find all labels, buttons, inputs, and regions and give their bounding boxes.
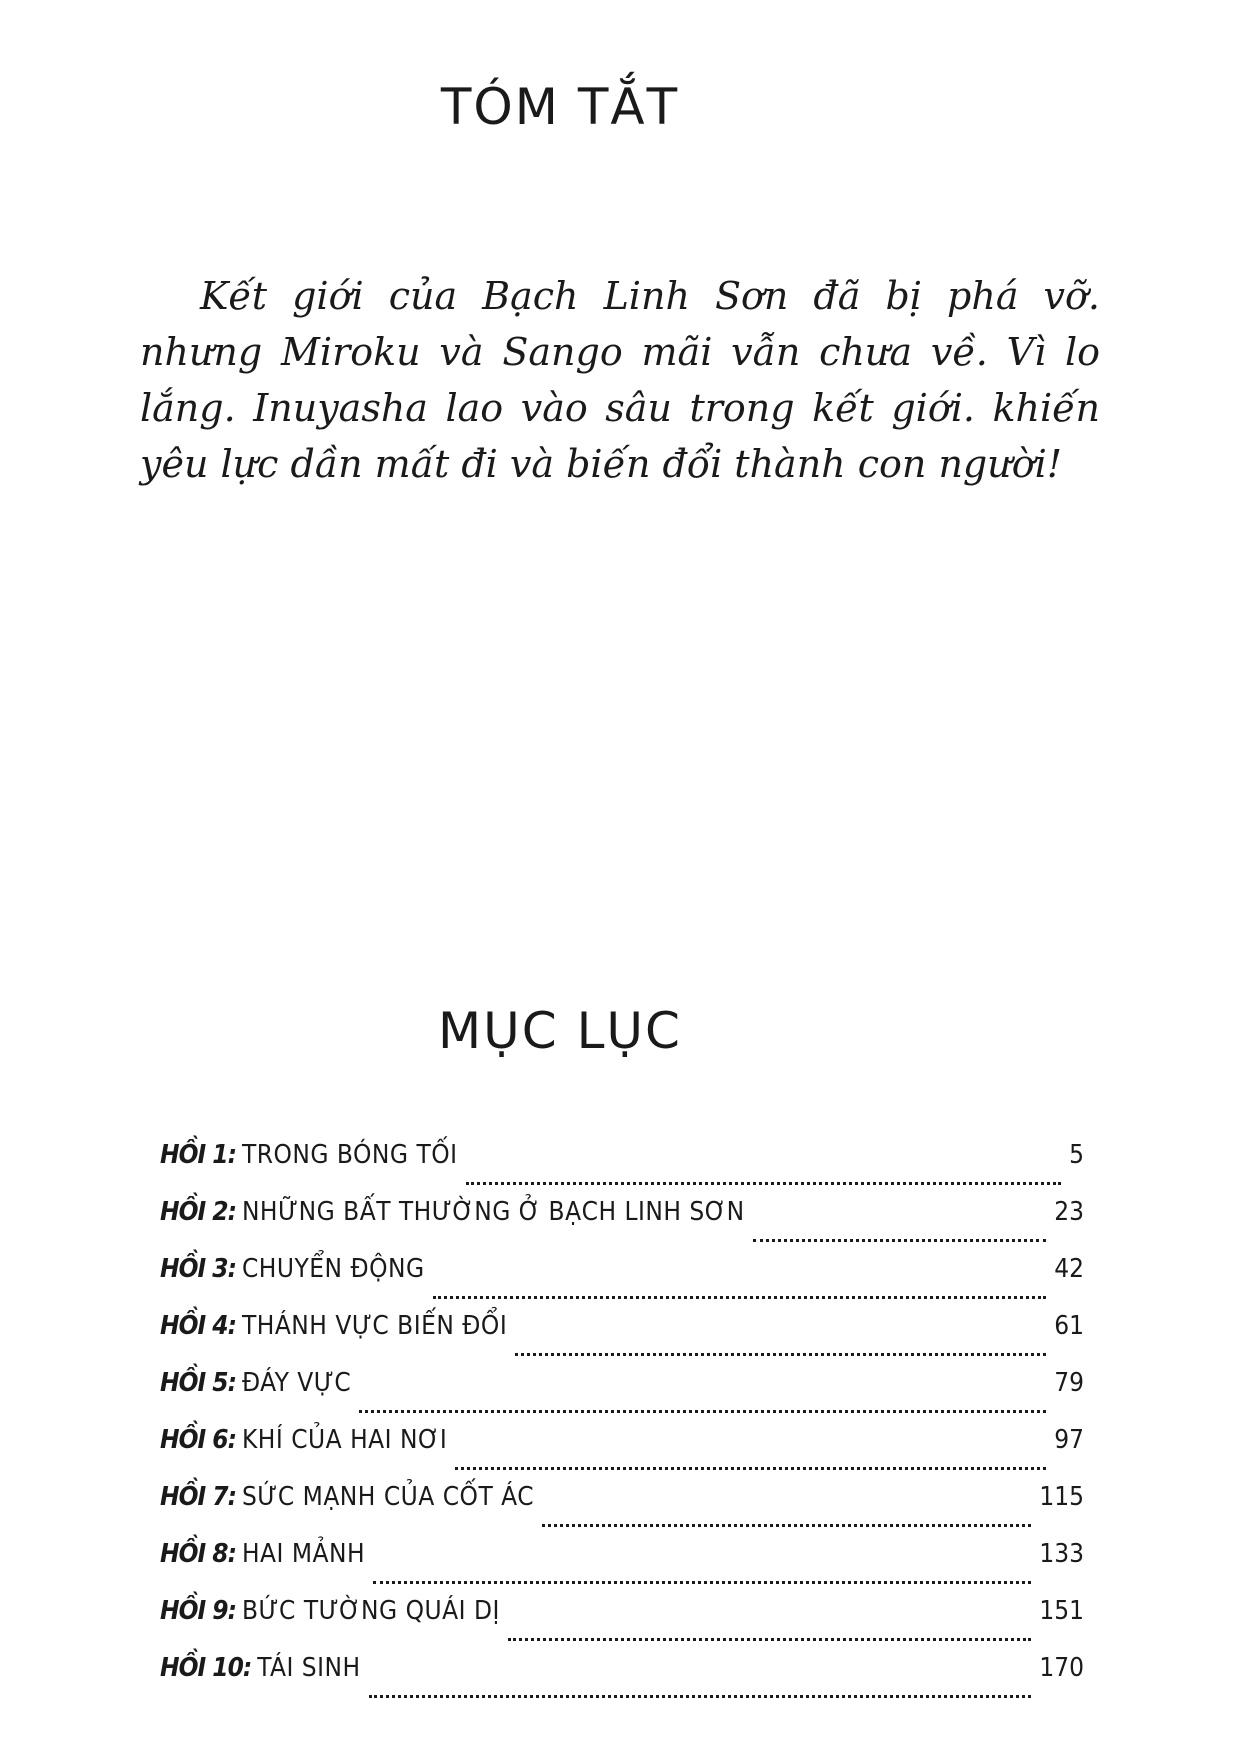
toc-dot-leader <box>542 1524 1031 1527</box>
toc-entry[interactable] <box>160 1254 1084 1311</box>
toc-entry-page: 133 <box>1039 1539 1084 1569</box>
toc-entry[interactable] <box>160 1539 1084 1596</box>
toc-dot-leader <box>515 1353 1046 1356</box>
toc-entry[interactable] <box>160 1653 1084 1710</box>
toc-title: MỤC LỤC <box>438 1002 682 1060</box>
toc-dot-leader <box>433 1296 1047 1299</box>
toc-entry-label: HỒI 3: <box>160 1254 236 1284</box>
toc-entry-page: 97 <box>1054 1425 1084 1455</box>
toc-dot-leader <box>369 1695 1032 1698</box>
summary-text: Kết giới của Bạch Linh Sơn đã bị phá vỡ. nhưng Miroku và Sango mãi vẫn chưa về. Vì lo lắng. Inuyasha lao vào sâu trong kết giới. khiến yêu lực dần mất đi và biến đổi thành con người! <box>140 274 1100 486</box>
toc-entry[interactable] <box>160 1368 1084 1425</box>
table-of-contents <box>160 1140 1084 1710</box>
toc-entry-name: TÁI SINH <box>257 1653 361 1683</box>
toc-entry-name: CHUYỂN ĐỘNG <box>241 1254 425 1284</box>
toc-entry-label: HỒI 4: <box>160 1311 236 1341</box>
toc-entry-name: BỨC TƯỜNG QUÁI DỊ <box>241 1596 500 1626</box>
toc-entry-label: HỒI 1: <box>160 1140 236 1170</box>
toc-entry-name: NHỮNG BẤT THƯỜNG Ở BẠCH LINH SƠN <box>241 1197 745 1227</box>
toc-dot-leader <box>508 1638 1032 1641</box>
toc-entry[interactable] <box>160 1482 1084 1539</box>
toc-entry-page: 61 <box>1054 1311 1084 1341</box>
toc-entry-page: 170 <box>1039 1653 1084 1683</box>
toc-entry-name: HAI MẢNH <box>241 1539 366 1569</box>
toc-entry[interactable] <box>160 1596 1084 1653</box>
toc-entry-page: 151 <box>1039 1596 1084 1626</box>
toc-entry-label: HỒI 6: <box>160 1425 236 1455</box>
toc-dot-leader <box>753 1239 1047 1242</box>
toc-entry-label: HỒI 5: <box>160 1368 236 1398</box>
toc-entry-name: THÁNH VỰC BIẾN ĐỔI <box>241 1311 508 1341</box>
toc-entry-label: HỒI 7: <box>160 1482 236 1512</box>
toc-entry-name: ĐÁY VỰC <box>241 1368 352 1398</box>
toc-entry-page: 79 <box>1054 1368 1084 1398</box>
toc-dot-leader <box>359 1410 1046 1413</box>
toc-entry-page: 23 <box>1054 1197 1084 1227</box>
toc-dot-leader <box>373 1581 1031 1584</box>
toc-dot-leader <box>466 1182 1062 1185</box>
summary-title: TÓM TẮT <box>440 78 680 136</box>
toc-entry[interactable] <box>160 1197 1084 1254</box>
toc-entry-page: 5 <box>1069 1140 1084 1170</box>
toc-entry-label: HỒI 8: <box>160 1539 236 1569</box>
toc-entry-name: TRONG BÓNG TỐI <box>241 1140 458 1170</box>
toc-entry-name: KHÍ CỦA HAI NƠI <box>241 1425 448 1455</box>
toc-entry[interactable] <box>160 1140 1084 1197</box>
toc-entry-name: SỨC MẠNH CỦA CỐT ÁC <box>241 1482 535 1512</box>
toc-entry-page: 42 <box>1054 1254 1084 1284</box>
toc-dot-leader <box>455 1467 1046 1470</box>
toc-entry[interactable] <box>160 1311 1084 1368</box>
toc-entry-label: HỒI 9: <box>160 1596 236 1626</box>
toc-entry[interactable] <box>160 1425 1084 1482</box>
toc-entry-label: HỒI 2: <box>160 1197 236 1227</box>
toc-entry-label: HỒI 10: <box>160 1653 252 1683</box>
toc-entry-page: 115 <box>1039 1482 1084 1512</box>
